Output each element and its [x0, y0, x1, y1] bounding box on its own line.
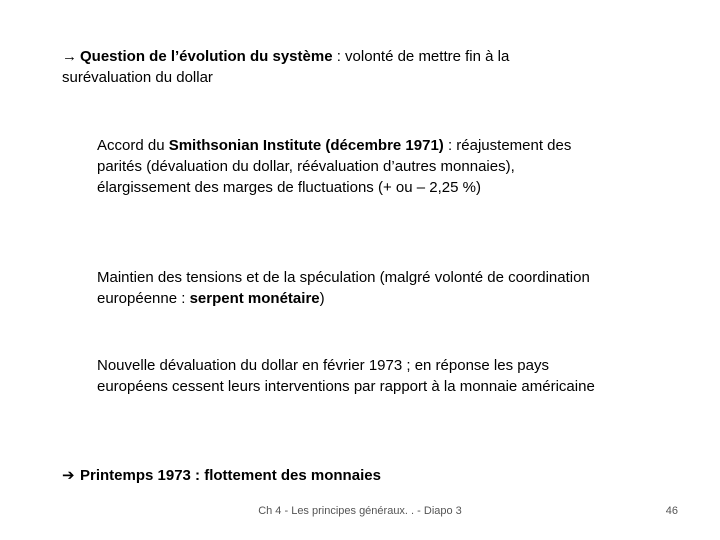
devaluation-paragraph	[97, 355, 597, 397]
question-paragraph	[62, 46, 582, 88]
question-label: Question de l’évolution du système	[80, 48, 333, 65]
p3-text: Nouvelle dévaluation du dollar en février 1973 ; en réponse les pays européens cessent leurs interventions par rapport à la monnaie américaine	[97, 357, 595, 395]
bold-right-arrow-icon: ➔	[62, 467, 75, 484]
tensions-paragraph	[97, 267, 597, 309]
conclusion-text: Printemps 1973 : flottement des monnaies	[80, 467, 381, 484]
p1-bold: Smithsonian Institute (décembre 1971)	[168, 137, 444, 154]
p2-pre: Maintien des tensions et de la spéculation (malgré volonté de coordination européenne :	[97, 269, 590, 307]
right-arrow-icon: →	[62, 48, 77, 65]
smithsonian-paragraph	[97, 135, 597, 198]
p1-post: : réajustement des parités (dévaluation du dollar, réévaluation d’autres monnaies), élargissement des marges de fluctuations (+ ou – 2,25 %)	[97, 137, 572, 196]
p2-post: )	[319, 290, 325, 307]
footer-text: Ch 4 - Les principes généraux. . - Diapo 3	[258, 505, 462, 517]
p2-bold: serpent monétaire	[189, 290, 320, 307]
page-number: 46	[665, 505, 678, 517]
question-text: : volonté de mettre fin à la surévaluation du dollar	[62, 48, 510, 86]
conclusion-paragraph	[62, 465, 582, 486]
p1-pre: Accord du	[97, 137, 169, 154]
